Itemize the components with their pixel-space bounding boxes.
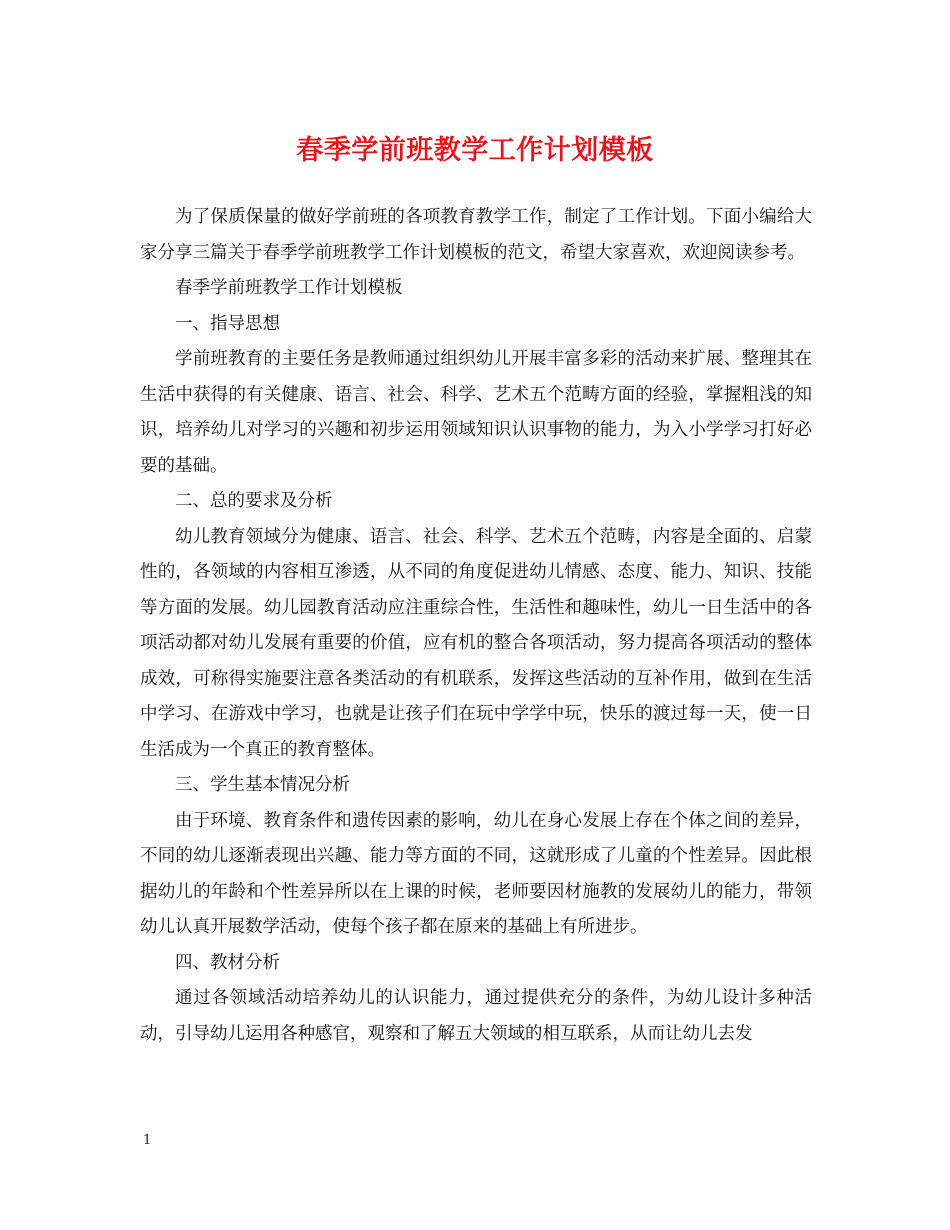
section-paragraph-2: 幼儿教育领域分为健康、语言、社会、科学、艺术五个范畴，内容是全面的、启蒙性的，各领域的内容相互渗透，从不同的角度促进幼儿情感、态度、能力、知识、技能等方面的发展。幼儿园教育活动应注重综合性，生活性和趣味性，幼儿一日生活中的各项活动都对幼儿发展有重要的价值，应有机的整合各项活动，努力提高各项活动的整体成效，可称得实施要注意各类活动的有机联系，发挥这些活动的互补作用，做到在生活中学习、在游戏中学习，也就是让孩子们在玩中学学中玩，快乐的渡过每一天，使一日生活成为一个真正的教育整体。: [140, 526, 812, 760]
subtitle-paragraph: 春季学前班教学工作计划模板: [175, 278, 403, 298]
intro-paragraph: 为了保质保量的做好学前班的各项教育教学工作，制定了工作计划。下面小编给大家分享三篇关于春季学前班教学工作计划模板的范文，希望大家喜欢，欢迎阅读参考。: [140, 207, 812, 263]
section-paragraph-1: 学前班教育的主要任务是教师通过组织幼儿开展丰富多彩的活动来扩展、整理其在生活中获得的有关健康、语言、社会、科学、艺术五个范畴方面的经验，掌握粗浅的知识，培养幼儿对学习的兴趣和初步运用领域知识认识事物的能力，为入小学学习打好必要的基础。: [140, 349, 812, 476]
section-heading-2: 二、总的要求及分析: [175, 491, 333, 511]
document-title: 春季学前班教学工作计划模板: [296, 135, 654, 166]
section-heading-1: 一、指导思想: [175, 313, 280, 334]
page-number: 1: [143, 1133, 152, 1148]
section-paragraph-3: 由于环境、教育条件和遗传因素的影响，幼儿在身心发展上存在个体之间的差异，不同的幼儿逐渐表现出兴趣、能力等方面的不同，这就形成了儿童的个性差异。因此根据幼儿的年龄和个性差异所以在上课的时候，老师要因材施教的发展幼儿的能力，带领幼儿认真开展数学活动，使每个孩子都在原来的基础上有所进步。: [140, 810, 812, 937]
section-heading-3: 三、学生基本情况分析: [175, 775, 350, 795]
document-body: [140, 200, 812, 1052]
section-heading-4: 四、教材分析: [175, 952, 280, 973]
section-paragraph-4: 通过各领域活动培养幼儿的认识能力，通过提供充分的条件，为幼儿设计多种活动，引导幼儿运用各种感官，观察和了解五大领域的相互联系，从而让幼儿去发: [140, 988, 812, 1044]
